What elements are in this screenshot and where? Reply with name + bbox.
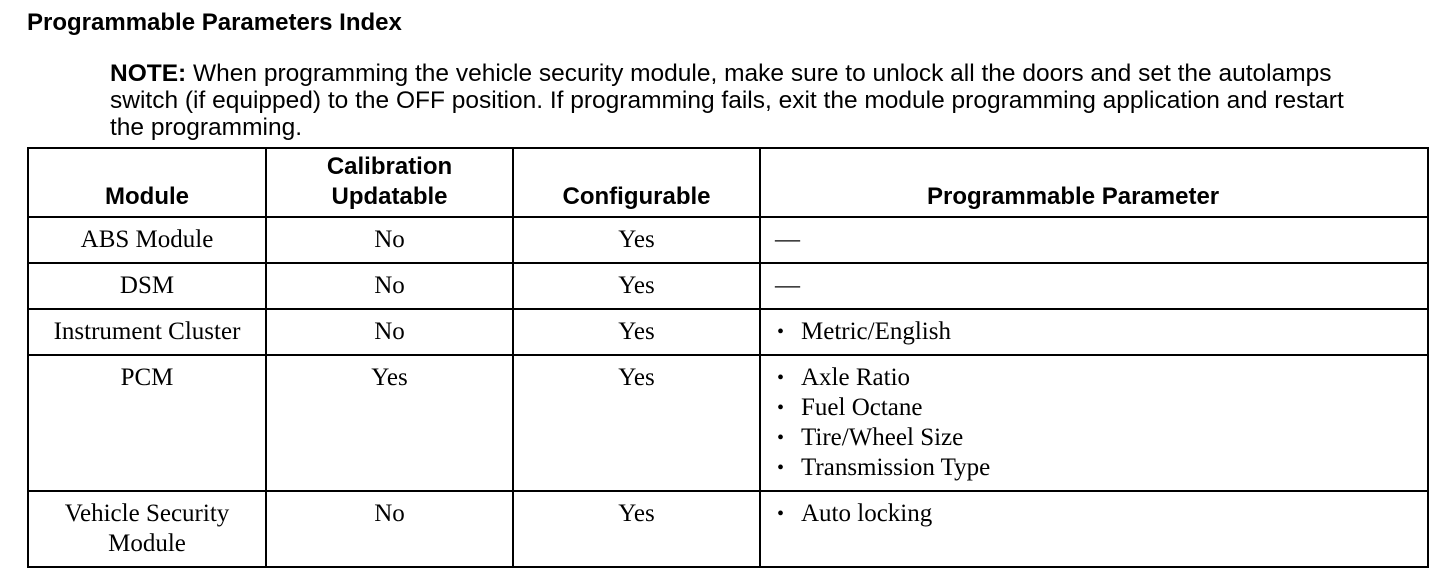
cell-parameter [760,263,1428,309]
cell-module: Instrument Cluster [28,309,266,355]
cell-parameter [760,309,1428,355]
table-row [28,217,1428,263]
parameter-list [775,499,1427,529]
cell-parameter [760,355,1428,491]
cell-parameter [760,491,1428,567]
table-row [28,263,1428,309]
empty-dash: — [775,272,800,299]
cell-module-line1: Vehicle Security [64,500,230,527]
header-programmable-parameter: Programmable Parameter [760,148,1428,217]
parameter-item: • Tire/Wheel Size [775,423,1427,453]
parameter-item: • Fuel Octane [775,393,1427,423]
header-configurable: Configurable [513,148,760,217]
header-calibration-line1: Calibration [326,153,453,180]
cell-calibration: No [266,491,513,567]
cell-module: ABS Module [28,217,266,263]
parameter-item: • Axle Ratio [775,363,1427,393]
cell-calibration: Yes [266,355,513,491]
cell-configurable: Yes [513,309,760,355]
cell-configurable: Yes [513,263,760,309]
header-module: Module [28,148,266,217]
table-row [28,309,1428,355]
page-title: Programmable Parameters Index [27,9,402,36]
cell-configurable: Yes [513,491,760,567]
note-text: When programming the vehicle security module, make sure to unlock all the doors and set the autolamps switch (if equipped) to the OFF position. If programming fails, exit the module programming application and restart the programming. [110,60,1344,141]
note-label: NOTE: [110,60,187,87]
parameter-list [775,317,1427,347]
parameter-item: • Metric/English [775,317,1427,347]
header-calibration-line2: Updatable [331,183,448,210]
note-paragraph [110,60,1350,141]
header-calibration-updatable [266,148,513,217]
empty-dash: — [775,226,800,253]
parameter-item: • Auto locking [775,499,1427,529]
cell-configurable: Yes [513,217,760,263]
cell-parameter [760,217,1428,263]
parameter-item: • Transmission Type [775,453,1427,483]
cell-calibration: No [266,263,513,309]
cell-module: DSM [28,263,266,309]
cell-configurable: Yes [513,355,760,491]
table-row [28,355,1428,491]
cell-calibration: No [266,309,513,355]
table-header-row [28,148,1428,217]
parameter-list [775,363,1427,483]
cell-module-line2: Module [108,530,186,557]
programmable-parameters-table [27,147,1429,568]
cell-module [28,491,266,567]
table-row [28,491,1428,567]
cell-module: PCM [28,355,266,491]
cell-calibration: No [266,217,513,263]
